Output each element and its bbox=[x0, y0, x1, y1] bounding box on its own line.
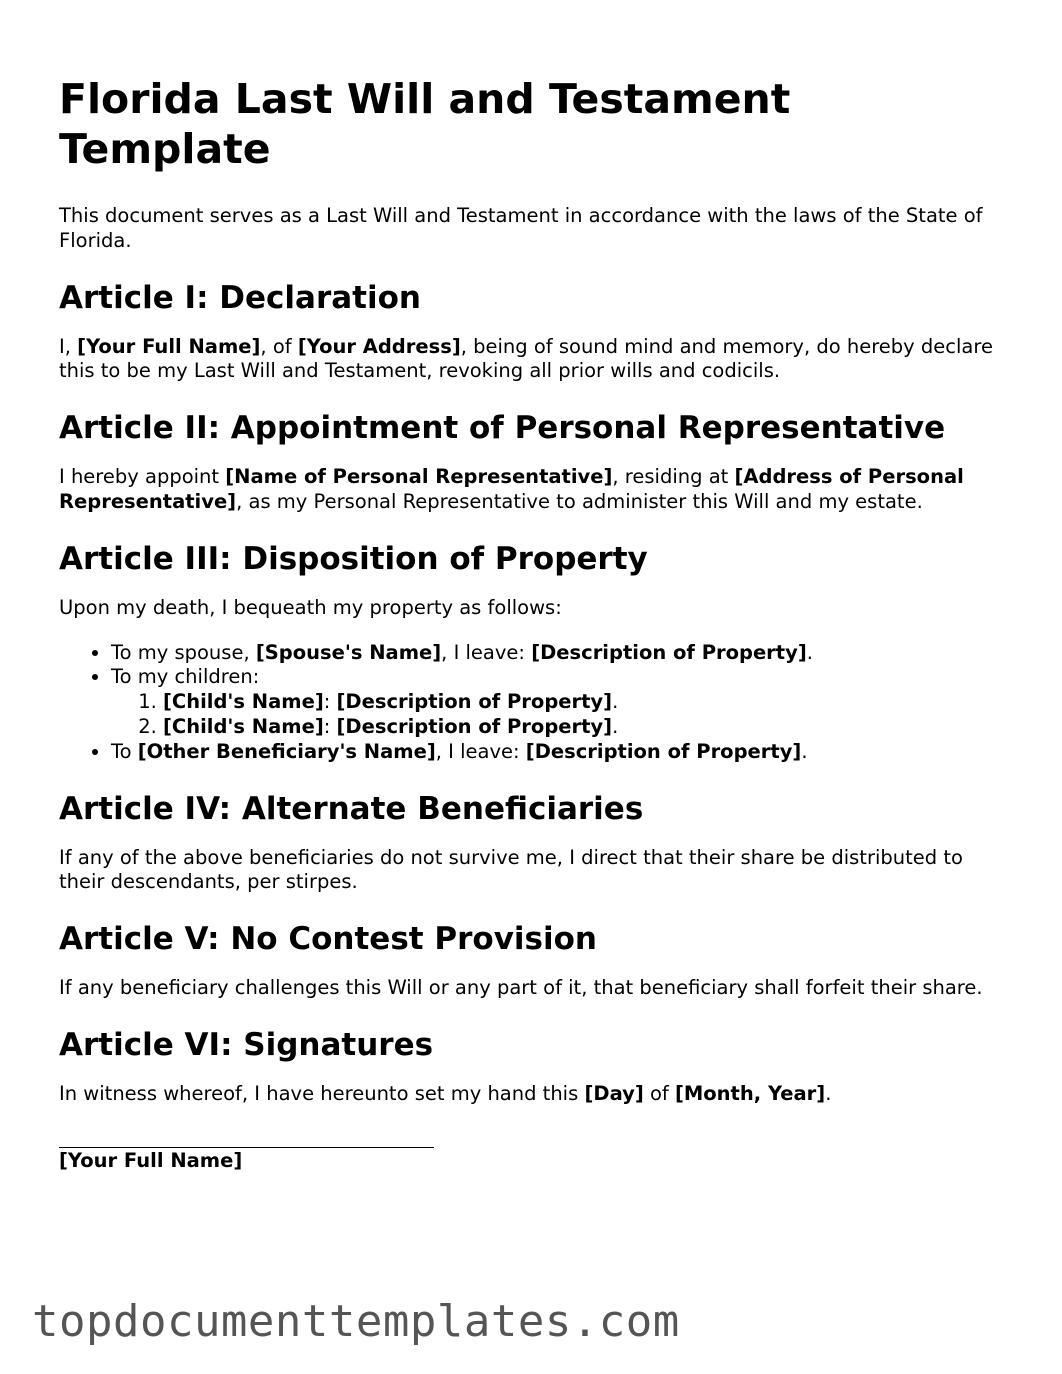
article-5-text: If any beneficiary challenges this Will or any part of it, that beneficiary shall forfeit their share. bbox=[59, 976, 983, 1000]
children-list bbox=[111, 690, 1009, 740]
bequest-list bbox=[59, 641, 1009, 765]
bequest-spouse: • To my spouse, [Spouse's Name], I leave: [Description of Property]. bbox=[111, 641, 1009, 666]
article-4-text: If any of the above beneficiaries do not survive me, I direct that their share be distributed to their descendants, per stirpes. bbox=[59, 845, 963, 894]
bequest-child-1: 1. [Child's Name]: [Description of Property]. bbox=[163, 690, 1009, 715]
bequest-child-2: 2. [Child's Name]: [Description of Property]. bbox=[163, 715, 1009, 740]
placeholder-day: [Day] bbox=[584, 1081, 644, 1105]
article-6-heading: Article VI: Signatures bbox=[59, 1026, 434, 1063]
watermark: topdocumenttemplates.com bbox=[32, 1296, 680, 1347]
article-4-heading: Article IV: Alternate Beneficiaries bbox=[59, 790, 644, 827]
article-2-text: I hereby appoint [Name of Personal Representative], residing at [Address of Personal Representative], as my Personal Representative to administer this Will and my estate. bbox=[59, 465, 964, 513]
placeholder-rep-name: [Name of Personal Representative] bbox=[225, 465, 613, 489]
signature-line bbox=[59, 1125, 434, 1148]
article-5-heading: Article V: No Contest Provision bbox=[59, 921, 597, 958]
placeholder-full-name: [Your Full Name] bbox=[77, 334, 261, 358]
article-3-intro: Upon my death, I bequeath my property as follows: bbox=[59, 595, 562, 619]
article-1-text: I, [Your Full Name], of [Your Address], being of sound mind and memory, do hereby declare this to be my Last Will and Testament, revoking all prior wills and codicils. bbox=[59, 334, 993, 383]
placeholder-month-year: [Month, Year] bbox=[674, 1081, 826, 1105]
placeholder-address: [Your Address] bbox=[297, 334, 461, 358]
article-1-heading: Article I: Declaration bbox=[59, 279, 421, 316]
article-3-heading: Article III: Disposition of Property bbox=[59, 540, 648, 577]
placeholder-rep-address: [Address of Personal Representative] bbox=[59, 465, 964, 513]
article-2-heading: Article II: Appointment of Personal Representative bbox=[59, 410, 946, 447]
bequest-other: • To [Other Beneficiary's Name], I leave: [Description of Property]. bbox=[111, 740, 1009, 765]
signer-name: [Your Full Name] bbox=[59, 1148, 243, 1172]
article-6-text: In witness whereof, I have hereunto set my hand this [Day] of [Month, Year]. bbox=[59, 1081, 832, 1105]
bequest-children: • To my children: 1. [Child's Name]: [Description of Property]. 2. [Child's Name]: [Description of Property]. bbox=[111, 665, 1009, 739]
document-body bbox=[59, 74, 1009, 1174]
intro-paragraph: This document serves as a Last Will and Testament in accordance with the laws of the State of Florida. bbox=[59, 204, 983, 252]
page-title: Florida Last Will and Testament Template bbox=[59, 75, 791, 173]
